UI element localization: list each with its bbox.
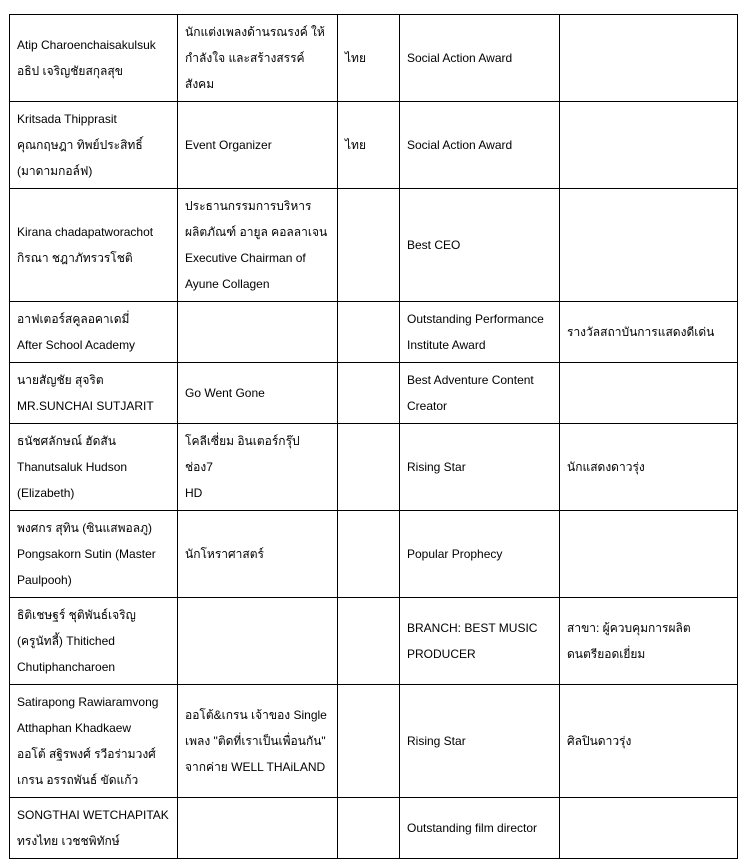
nationality-cell-text: ไทย: [345, 138, 366, 152]
award-cell-line: Rising Star: [407, 734, 466, 748]
name-cell: [10, 302, 178, 363]
role-cell-line: ประธานกรรมการบริหาร: [185, 199, 312, 213]
role-cell: [178, 302, 338, 363]
name-cell-line: ธนัชศลักษณ์ ฮัดสัน: [17, 434, 116, 448]
name-cell-line: MR.SUNCHAI SUTJARIT: [17, 399, 154, 413]
name-cell-line: Chutiphancharoen: [17, 660, 116, 674]
name-cell-line: คุณกฤษฎา ทิพย์ประสิทธิ์: [17, 138, 143, 152]
award-cell: [400, 15, 560, 102]
name-cell-line: Thanutsaluk Hudson: [17, 460, 128, 474]
award-cell: [400, 102, 560, 189]
award-cell: [400, 424, 560, 511]
award-cell: [400, 798, 560, 859]
award-cell: [400, 363, 560, 424]
role-cell-line: Go Went Gone: [185, 386, 265, 400]
role-cell: [178, 363, 338, 424]
award-cell-line: Best Adventure Content: [407, 373, 534, 387]
table-row: [10, 424, 738, 511]
name-cell: [10, 15, 178, 102]
table-row: [10, 685, 738, 798]
note-cell: [560, 189, 738, 302]
name-cell-line: Pongsakorn Sutin (Master: [17, 547, 156, 561]
note-cell: [560, 798, 738, 859]
name-cell-line: Satirapong Rawiaramvong: [17, 695, 159, 709]
table-row: [10, 511, 738, 598]
award-cell: [400, 189, 560, 302]
name-cell: [10, 189, 178, 302]
nationality-cell: [338, 798, 400, 859]
award-cell-line: Popular Prophecy: [407, 547, 503, 561]
role-cell-line: นักโหราศาสตร์: [185, 547, 264, 561]
role-cell-line: กำลังใจ และสร้างสรรค์: [185, 51, 305, 65]
award-table: [9, 14, 738, 859]
role-cell-line: ออโต้&เกรน เจ้าของ Single: [185, 708, 327, 722]
role-cell-line: โคลีเซี่ยม อินเตอร์กรุ๊ป ช่อง7: [185, 434, 300, 474]
award-cell: [400, 302, 560, 363]
role-cell: [178, 798, 338, 859]
nationality-cell-text: ไทย: [345, 51, 366, 65]
name-cell: [10, 598, 178, 685]
name-cell-line: อธิป เจริญชัยสกุลสุข: [17, 64, 123, 78]
award-cell-line: Outstanding film director: [407, 821, 538, 835]
name-cell-line: เกรน อรรถพันธ์ ขัดแก้ว: [17, 773, 139, 787]
award-cell-line: Best CEO: [407, 238, 461, 252]
role-cell: [178, 102, 338, 189]
role-cell-line: Ayune Collagen: [185, 277, 270, 291]
table-row: [10, 15, 738, 102]
note-cell: [560, 15, 738, 102]
award-cell-line: Outstanding Performance: [407, 312, 544, 326]
role-cell-line: นักแต่งเพลงด้านรณรงค์ ให้: [185, 25, 325, 39]
name-cell-line: After School Academy: [17, 338, 136, 352]
table-row: [10, 189, 738, 302]
nationality-cell: [338, 424, 400, 511]
note-cell-line: ดนตรียอดเยี่ยม: [567, 647, 646, 661]
note-cell-line: นักแสดงดาวรุ่ง: [567, 460, 645, 474]
name-cell-line: Kritsada Thipprasit: [17, 112, 117, 126]
role-cell: [178, 15, 338, 102]
name-cell: [10, 363, 178, 424]
name-cell: [10, 685, 178, 798]
award-cell-line: BRANCH: BEST MUSIC: [407, 621, 538, 635]
table-row: [10, 798, 738, 859]
nationality-cell: [338, 15, 400, 102]
nationality-cell: [338, 189, 400, 302]
role-cell: [178, 511, 338, 598]
table-row: [10, 302, 738, 363]
name-cell-line: (Elizabeth): [17, 486, 75, 500]
note-cell-line: รางวัลสถาบันการแสดงดีเด่น: [567, 325, 715, 339]
award-cell-line: Institute Award: [407, 338, 486, 352]
table-row: [10, 363, 738, 424]
role-cell-line: HD: [185, 486, 203, 500]
role-cell: [178, 189, 338, 302]
name-cell-line: นายสัญชัย สุจริต: [17, 373, 104, 387]
name-cell-line: ออโต้ สฐิรพงศ์ รวีอร่ามวงศ์: [17, 747, 156, 761]
nationality-cell: [338, 511, 400, 598]
role-cell-line: Executive Chairman of: [185, 251, 306, 265]
name-cell: [10, 511, 178, 598]
role-cell-line: สังคม: [185, 77, 215, 91]
name-cell-line: SONGTHAI WETCHAPITAK: [17, 808, 169, 822]
award-cell-line: Creator: [407, 399, 448, 413]
name-cell-line: ทรงไทย เวชชพิทักษ์: [17, 834, 120, 848]
role-cell: [178, 424, 338, 511]
nationality-cell: [338, 102, 400, 189]
award-cell: [400, 685, 560, 798]
nationality-cell: [338, 363, 400, 424]
note-cell: [560, 363, 738, 424]
award-cell-line: PRODUCER: [407, 647, 476, 661]
nationality-cell: [338, 598, 400, 685]
award-cell: [400, 598, 560, 685]
role-cell: [178, 685, 338, 798]
nationality-cell: [338, 302, 400, 363]
nationality-cell: [338, 685, 400, 798]
table-body: [10, 15, 738, 859]
note-cell: [560, 511, 738, 598]
name-cell-line: พงศกร สุทิน (ซินแสพอลภู): [17, 521, 152, 535]
name-cell: [10, 424, 178, 511]
note-cell: [560, 598, 738, 685]
name-cell-line: Atip Charoenchaisakulsuk: [17, 38, 156, 52]
award-cell-line: Rising Star: [407, 460, 466, 474]
role-cell-line: ผลิตภัณฑ์ อายูล คอลลาเจน: [185, 225, 328, 239]
name-cell-line: Atthaphan Khadkaew: [17, 721, 132, 735]
note-cell-line: ศิลปินดาวรุ่ง: [567, 734, 632, 748]
table-row: [10, 102, 738, 189]
name-cell-line: ธิติเชษฐร์ ชุติพันธ์เจริญ: [17, 608, 136, 622]
table-row: [10, 598, 738, 685]
note-cell: [560, 424, 738, 511]
role-cell-line: เพลง "ติดที่เราเป็นเพื่อนกัน": [185, 734, 326, 748]
note-cell: [560, 685, 738, 798]
role-cell: [178, 598, 338, 685]
role-cell-line: จากค่าย WELL THAiLAND: [185, 760, 326, 774]
award-cell: [400, 511, 560, 598]
note-cell: [560, 302, 738, 363]
name-cell-line: (มาดามกอล์ฟ): [17, 164, 93, 178]
award-cell-line: Social Action Award: [407, 51, 513, 65]
role-cell-line: Event Organizer: [185, 138, 272, 152]
note-cell: [560, 102, 738, 189]
name-cell-line: Kirana chadapatworachot: [17, 225, 154, 239]
name-cell: [10, 798, 178, 859]
name-cell-line: อาฟเตอร์สคูลอคาเดมี่: [17, 312, 130, 326]
award-cell-line: Social Action Award: [407, 138, 513, 152]
name-cell: [10, 102, 178, 189]
name-cell-line: Paulpooh): [17, 573, 72, 587]
name-cell-line: (ครูนัทลี้) Thitiched: [17, 634, 115, 648]
name-cell-line: กิรณา ชฎาภัทรวรโชติ: [17, 251, 133, 265]
note-cell-line: สาขา: ผู้ควบคุมการผลิต: [567, 621, 691, 635]
